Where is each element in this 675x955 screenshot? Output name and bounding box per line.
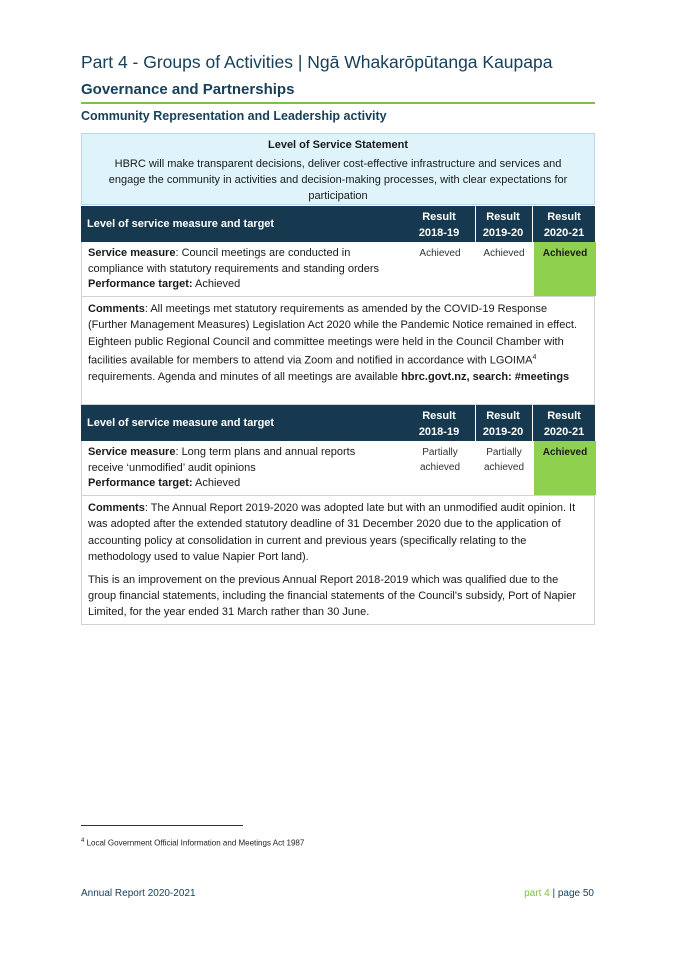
result-2020-21-header: Result 2020-21: [543, 410, 585, 438]
result-2019-20-header: Result 2019-20: [482, 211, 524, 239]
performance-target: Performance target: Achieved: [88, 477, 241, 489]
comments: Comments: The Annual Report 2019-2020 was adopted late but with an unmodified audit opinion. It was adopted after the extended statutory deadline of 31 December 2020 due to the application of accounting policy at consolidation in current and previous years (specifically relating to the methodology used to value Napier Port land). This is an improvement on the previous Annual Report 2018-2019 which was qualified due to the group financial statements, including the financial statements of the Council's subsidy, Port of Napier Limited, for the year ended 31 March rather than 30 June.: [81, 496, 595, 625]
service-measure: Service measure: Long term plans and annual reports receive ‘unmodified’ audit opinions: [88, 446, 356, 474]
result-2019-20: Achieved: [483, 248, 525, 259]
result-2020-21-achieved: Achieved: [534, 242, 596, 296]
los-heading: Level of Service Statement: [267, 139, 408, 151]
table-header-label: Level of service measure and target: [87, 417, 275, 429]
table-row: [81, 242, 595, 297]
los-text: HBRC will make transparent decisions, deliver cost-effective infrastructure and services and engage the community in activities and decision-making processes, with clear expectations for participation: [108, 158, 568, 202]
footnote: $^4$ Local Government Official Information and Meetings Act 1987: [81, 838, 305, 848]
result-2018-19-header: Result 2018-19: [418, 211, 460, 239]
result-2018-19-header: Result 2018-19: [418, 410, 460, 438]
performance-target: Performance target: Achieved: [88, 278, 241, 290]
result-2019-20: Partially achieved: [483, 447, 525, 473]
table-header: [81, 405, 595, 441]
result-2018-19: Achieved: [419, 248, 461, 259]
result-2019-20-header: Result 2019-20: [482, 410, 524, 438]
activity-title: Community Representation and Leadership activity: [81, 109, 387, 123]
section-divider: [81, 102, 595, 104]
table-header-label: Level of service measure and target: [87, 218, 275, 230]
table-header: [81, 206, 595, 242]
section-title: Governance and Partnerships: [81, 81, 295, 98]
table-row: [81, 441, 595, 496]
result-2018-19: Partially achieved: [419, 447, 461, 473]
result-2020-21-header: Result 2020-21: [543, 211, 585, 239]
service-measure: Service measure: Council meetings are conducted in compliance with statutory requirements and standing orders: [88, 247, 380, 275]
footnote-divider: [81, 825, 243, 826]
footer-report-title: Annual Report 2020-2021: [81, 888, 196, 899]
footer-page-number: part 4 | page 50: [524, 888, 594, 899]
result-2020-21-achieved: Achieved: [534, 441, 596, 495]
level-of-service-statement: [81, 133, 595, 205]
page-title: Part 4 - Groups of Activities | Ngā Whakarōpūtanga Kaupapa: [81, 52, 553, 72]
comments: Comments: All meetings met statutory requirements as amended by the COVID-19 Response (Further Management Measures) Legislation Act 2020 while the Pandemic Notice remained in effect. Eighteen public Regional Council and committee meetings were held in the Council Chamber with facilities available for members to attend via Zoom and notified in accordance with LGOIMA$^4$ requirements. Agenda and minutes of all meetings are available hbrc.govt.nz, search: #meetings: [81, 297, 595, 405]
